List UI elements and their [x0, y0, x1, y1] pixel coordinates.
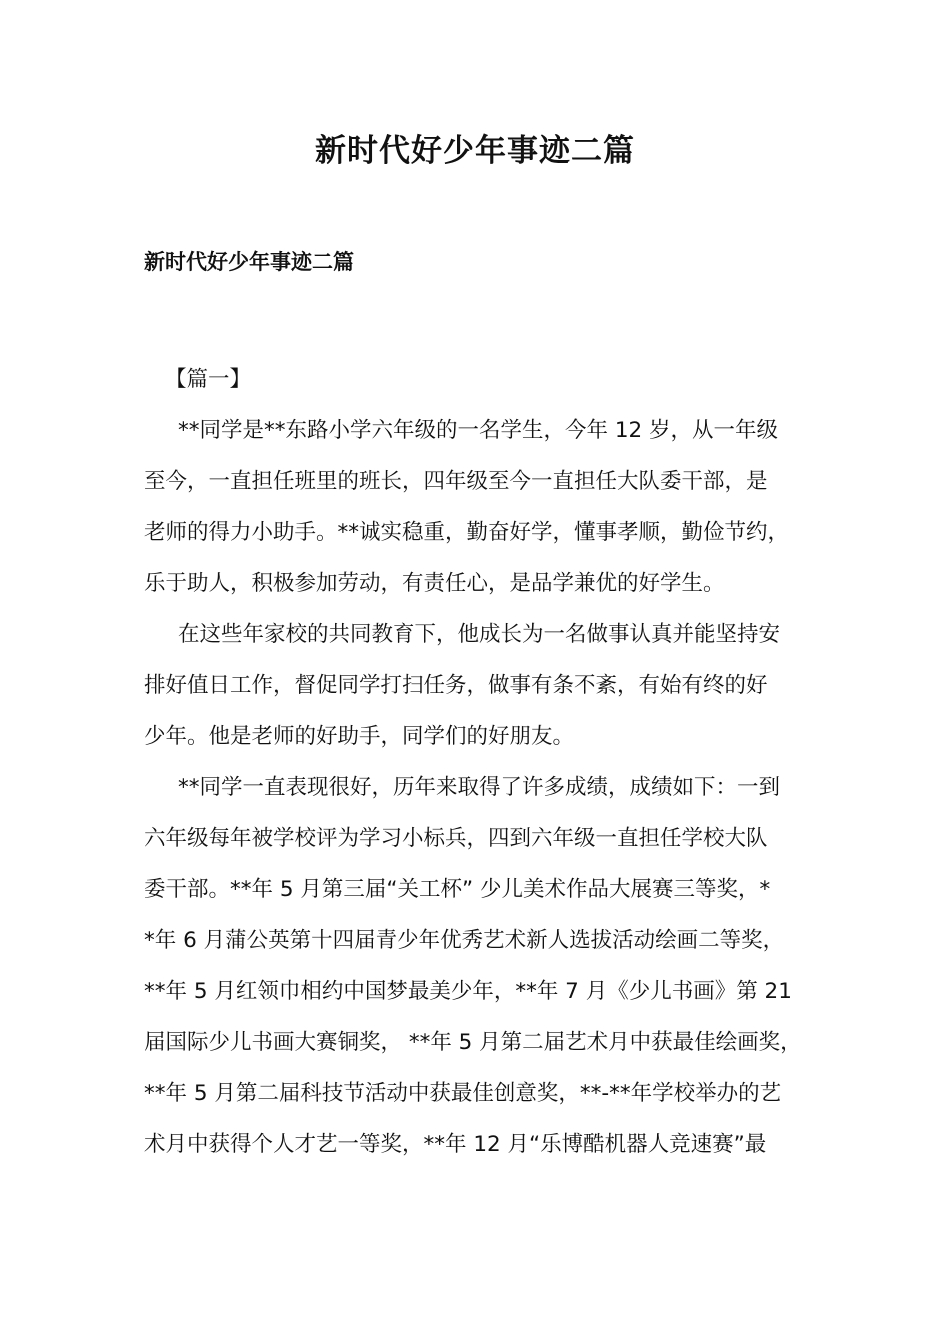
paragraph-line: **年 5 月第二届科技节活动中获最佳创意奖，**-**年学校举办的艺: [144, 1081, 782, 1106]
document-title: 新时代好少年事迹二篇: [315, 133, 635, 169]
paragraph-line: **年 5 月红领巾相约中国梦最美少年，**年 7 月《少儿书画》第 21: [144, 979, 792, 1004]
section-label: 【篇一】: [165, 367, 252, 392]
document-subtitle: 新时代好少年事迹二篇: [144, 250, 354, 274]
paragraph-line: **同学一直表现很好，历年来取得了许多成绩，成绩如下：一到: [178, 775, 781, 800]
paragraph-line: 在这些年家校的共同教育下，他成长为一名做事认真并能坚持安: [178, 622, 781, 647]
paragraph-line: 委干部。**年 5 月第三届“关工杯” 少儿美术作品大展赛三等奖，*: [144, 877, 771, 902]
paragraph-1: [144, 405, 806, 609]
paragraph-line: 六年级每年被学校评为学习小标兵，四到六年级一直担任学校大队: [144, 826, 768, 851]
paragraph-line: *年 6 月蒲公英第十四届青少年优秀艺术新人选拔活动绘画二等奖，: [144, 928, 785, 953]
paragraph-line: 届国际少儿书画大赛铜奖， **年 5 月第二届艺术月中获最佳绘画奖，: [144, 1030, 802, 1055]
paragraph-line: 老师的得力小助手。**诚实稳重，勤奋好学，懂事孝顺，勤俭节约，: [144, 520, 790, 545]
paragraph-line: 术月中获得个人才艺一等奖，**年 12 月“乐博酷机器人竞速赛”最: [144, 1132, 767, 1157]
paragraph-3: [144, 762, 806, 1170]
paragraph-2: [144, 609, 806, 762]
paragraph-line: 排好值日工作，督促同学打扫任务，做事有条不紊，有始有终的好: [144, 673, 768, 698]
document-body: [144, 354, 806, 1170]
paragraph-line: 至今，一直担任班里的班长，四年级至今一直担任大队委干部，是: [144, 469, 768, 494]
paragraph-line: **同学是**东路小学六年级的一名学生，今年 12 岁，从一年级: [178, 418, 779, 443]
paragraph-line: 少年。他是老师的好助手，同学们的好朋友。: [144, 724, 575, 749]
paragraph-line: 乐于助人，积极参加劳动，有责任心，是品学兼优的好学生。: [144, 571, 725, 596]
